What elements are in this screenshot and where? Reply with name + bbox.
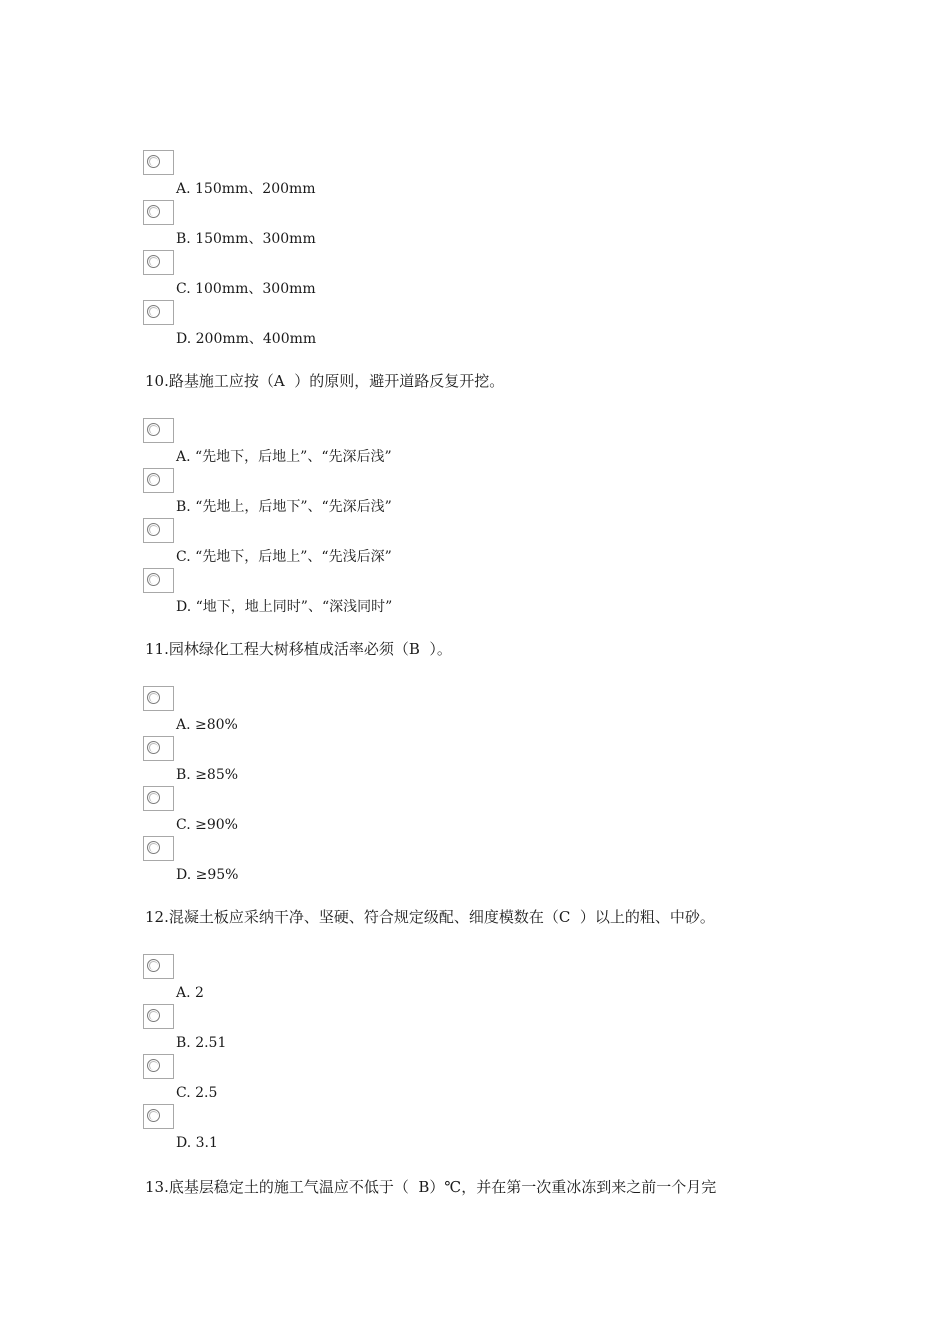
option-label-q11-b: B. ≥85% <box>176 767 239 783</box>
radio-icon <box>147 205 160 218</box>
radio-icon <box>147 155 160 168</box>
option-label-q10-a: A. “先地下，后地上”、“先深后浅” <box>176 449 392 465</box>
option-label-q12-b: B. 2.51 <box>176 1035 227 1051</box>
option-label-q11-a: A. ≥80% <box>176 717 238 733</box>
question-12-text: 12.混凝土板应采纳干净、坚硬、符合规定级配、细度模数在（C ）以上的粗、中砂。 <box>145 908 715 926</box>
option-radio-q12-d[interactable] <box>143 1104 174 1129</box>
radio-icon <box>147 691 160 704</box>
question-11-text: 11.园林绿化工程大树移植成活率必须（B ）。 <box>145 640 452 658</box>
radio-icon <box>147 255 160 268</box>
option-label-q11-c: C. ≥90% <box>176 817 238 833</box>
option-label-q9-c: C. 100mm、300mm <box>176 281 316 297</box>
option-radio-q10-d[interactable] <box>143 568 174 593</box>
option-radio-q10-a[interactable] <box>143 418 174 443</box>
question-13-text: 13.底基层稳定土的施工气温应不低于（ B）℃，并在第一次重冰冻到来之前一个月完 <box>145 1178 717 1196</box>
radio-icon <box>147 1059 160 1072</box>
option-label-q9-b: B. 150mm、300mm <box>176 231 316 247</box>
radio-icon <box>147 305 160 318</box>
option-radio-q9-b[interactable] <box>143 200 174 225</box>
option-radio-q9-c[interactable] <box>143 250 174 275</box>
option-radio-q11-c[interactable] <box>143 786 174 811</box>
option-label-q10-b: B. “先地上，后地下”、“先深后浅” <box>176 499 392 515</box>
option-label-q12-a: A. 2 <box>176 985 204 1001</box>
radio-icon <box>147 791 160 804</box>
radio-icon <box>147 473 160 486</box>
radio-icon <box>147 741 160 754</box>
question-10-text: 10.路基施工应按（A ）的原则，避开道路反复开挖。 <box>145 372 505 390</box>
radio-icon <box>147 423 160 436</box>
option-radio-q9-d[interactable] <box>143 300 174 325</box>
option-label-q10-d: D. “地下，地上同时”、“深浅同时” <box>176 599 393 615</box>
option-radio-q11-a[interactable] <box>143 686 174 711</box>
option-radio-q12-a[interactable] <box>143 954 174 979</box>
radio-icon <box>147 959 160 972</box>
radio-icon <box>147 841 160 854</box>
option-label-q9-a: A. 150mm、200mm <box>176 181 316 197</box>
option-radio-q9-a[interactable] <box>143 150 174 175</box>
option-radio-q10-c[interactable] <box>143 518 174 543</box>
radio-icon <box>147 1009 160 1022</box>
option-radio-q12-b[interactable] <box>143 1004 174 1029</box>
option-radio-q10-b[interactable] <box>143 468 174 493</box>
option-label-q12-c: C. 2.5 <box>176 1085 218 1101</box>
option-radio-q12-c[interactable] <box>143 1054 174 1079</box>
option-radio-q11-b[interactable] <box>143 736 174 761</box>
option-radio-q11-d[interactable] <box>143 836 174 861</box>
radio-icon <box>147 573 160 586</box>
radio-icon <box>147 1109 160 1122</box>
option-label-q12-d: D. 3.1 <box>176 1135 218 1151</box>
option-label-q9-d: D. 200mm、400mm <box>176 331 317 347</box>
radio-icon <box>147 523 160 536</box>
option-label-q11-d: D. ≥95% <box>176 867 239 883</box>
option-label-q10-c: C. “先地下，后地上”、“先浅后深” <box>176 549 392 565</box>
